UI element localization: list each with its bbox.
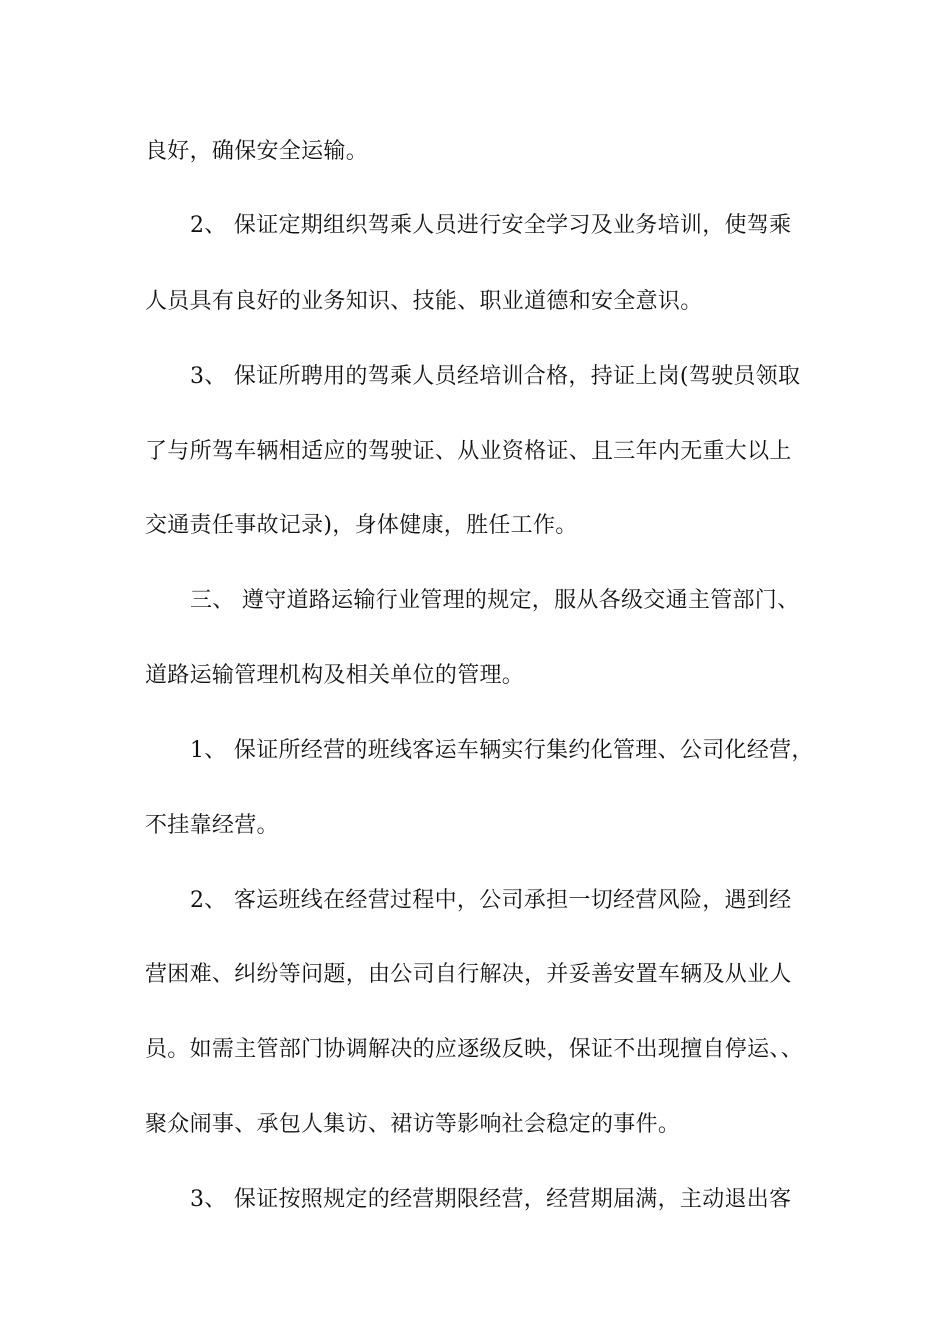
list-item-3: 3、 保证按照规定的经营期限经营，经营期届满，主动退出客 <box>190 1187 792 1212</box>
list-item-1: 1、 保证所经营的班线客运车辆实行集约化管理、公司化经营， <box>190 738 814 763</box>
text-line: 营困难、纠纷等问题，由公司自行解决，并妥善安置车辆及从业人 <box>145 962 792 987</box>
text-line: 不挂靠经营。 <box>145 813 279 838</box>
text-line: 道路运输管理机构及相关单位的管理。 <box>145 663 525 688</box>
text-line: 人员具有良好的业务知识、技能、职业道德和安全意识。 <box>145 289 703 314</box>
text-line: 员。如需主管部门协调解决的应逐级反映，保证不出现擅自停运、、 <box>145 1037 804 1062</box>
section-heading-3: 三、 遵守道路运输行业管理的规定，服从各级交通主管部门、 <box>190 588 800 613</box>
text-line: 聚众闹事、承包人集访、裙访等影响社会稳定的事件。 <box>145 1112 681 1137</box>
text-line: 了与所驾车辆相适应的驾驶证、从业资格证、且三年内无重大以上 <box>145 439 792 464</box>
list-item-3: 3、 保证所聘用的驾乘人员经培训合格，持证上岗(驾驶员领取 <box>190 364 801 389</box>
list-item-2: 2、 客运班线在经营过程中，公司承担一切经营风险，遇到经 <box>190 888 792 913</box>
list-item-2: 2、 保证定期组织驾乘人员进行安全学习及业务培训，使驾乘 <box>190 213 792 238</box>
text-line: 良好，确保安全运输。 <box>145 139 369 164</box>
text-line: 交通责任事故记录)，身体健康，胜任工作。 <box>145 513 578 538</box>
